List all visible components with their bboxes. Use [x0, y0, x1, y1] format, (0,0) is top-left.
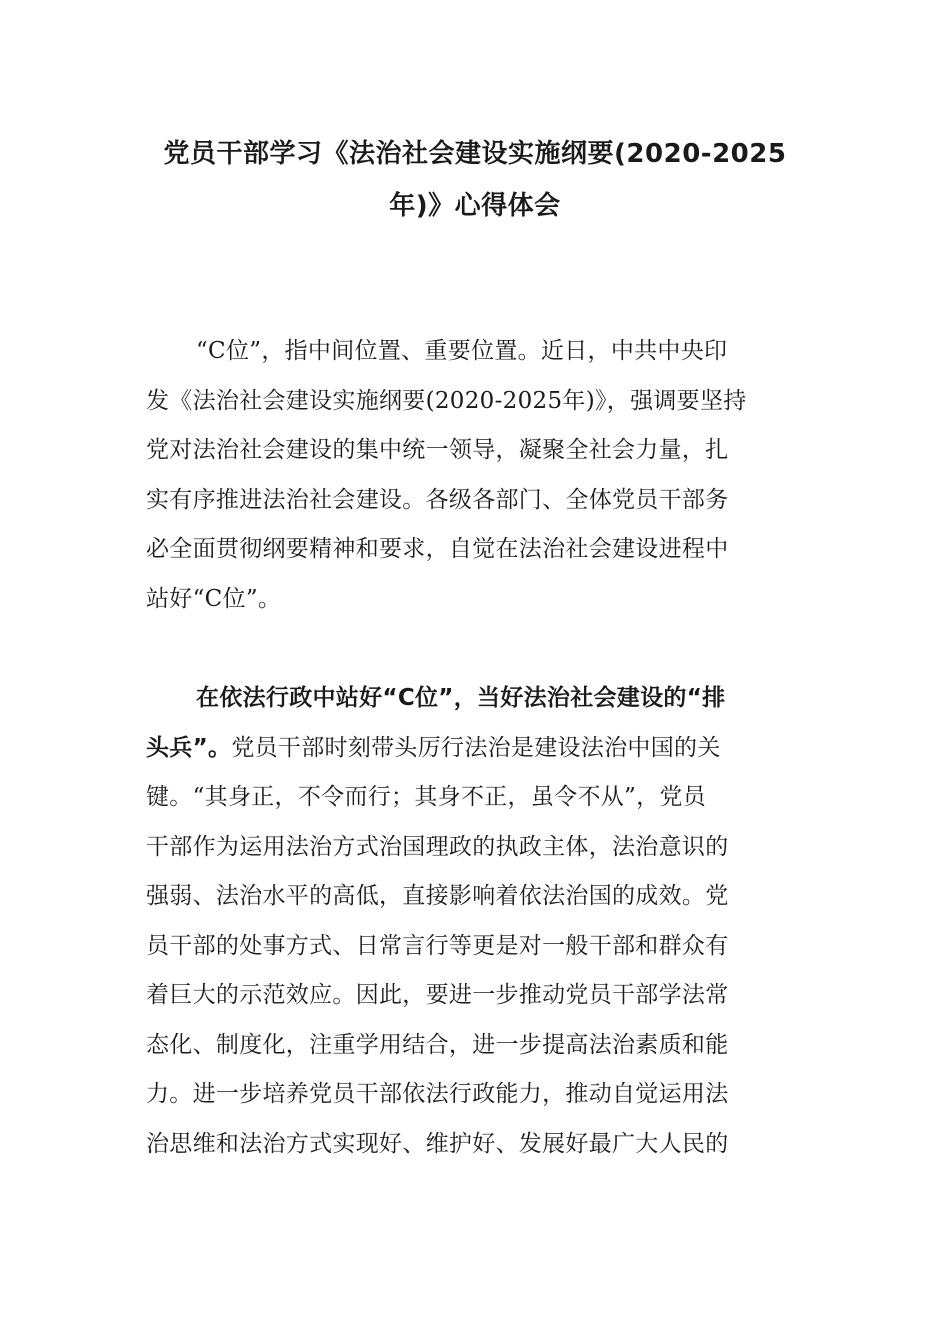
- paragraph-line: 发《法治社会建设实施纲要(2020-2025年)》，强调要坚持: [146, 387, 747, 414]
- title-line-2: 年)》心得体会: [389, 191, 561, 221]
- paragraph-line: 必全面贯彻纲要精神和要求，自觉在法治社会建设进程中: [146, 536, 729, 562]
- paragraph-line: 干部作为运用法治方式治国理政的执政主体，法治意识的: [146, 833, 729, 860]
- section-heading-line: 在依法行政中站好“C位”，当好法治社会建设的“排: [196, 685, 726, 711]
- paragraph-section-1: [146, 674, 806, 1169]
- paragraph-line: 强弱、法治水平的高低，直接影响着依法治国的成效。党: [146, 883, 729, 909]
- paragraph-line: 党对法治社会建设的集中统一领导，凝聚全社会力量，扎: [146, 437, 729, 463]
- paragraph-line: 着巨大的示范效应。因此，要进一步推动党员干部学法常: [146, 982, 729, 1008]
- paragraph-line: 员干部的处事方式、日常言行等更是对一般干部和群众有: [146, 932, 729, 959]
- paragraph-line: 站好“C位”。: [146, 585, 282, 612]
- section-heading-tail: 头兵”。: [146, 734, 232, 761]
- paragraph-line: 实有序推进法治社会建设。各级各部门、全体党员干部务: [146, 486, 729, 513]
- paragraph-line: 键。“其身正，不令而行；其身不正，虽令不从”，党员: [146, 784, 707, 810]
- paragraph-line: “C位”，指中间位置、重要位置。近日，中共中央印: [196, 338, 728, 364]
- paragraph-line: 治思维和法治方式实现好、维护好、发展好最广大人民的: [146, 1130, 729, 1157]
- title-line-1: 党员干部学习《法治社会建设实施纲要(2020-2025: [163, 139, 787, 169]
- paragraph-line-rest: 党员干部时刻带头厉行法治是建设法治中国的关: [231, 734, 721, 761]
- paragraph-intro: [146, 327, 806, 624]
- paragraph-line: 力。进一步培养党员干部依法行政能力，推动自觉运用法: [146, 1081, 729, 1107]
- document-title: [140, 128, 810, 232]
- paragraph-line: 态化、制度化，注重学用结合，进一步提高法治素质和能: [146, 1031, 729, 1058]
- paragraph-line: [146, 724, 806, 774]
